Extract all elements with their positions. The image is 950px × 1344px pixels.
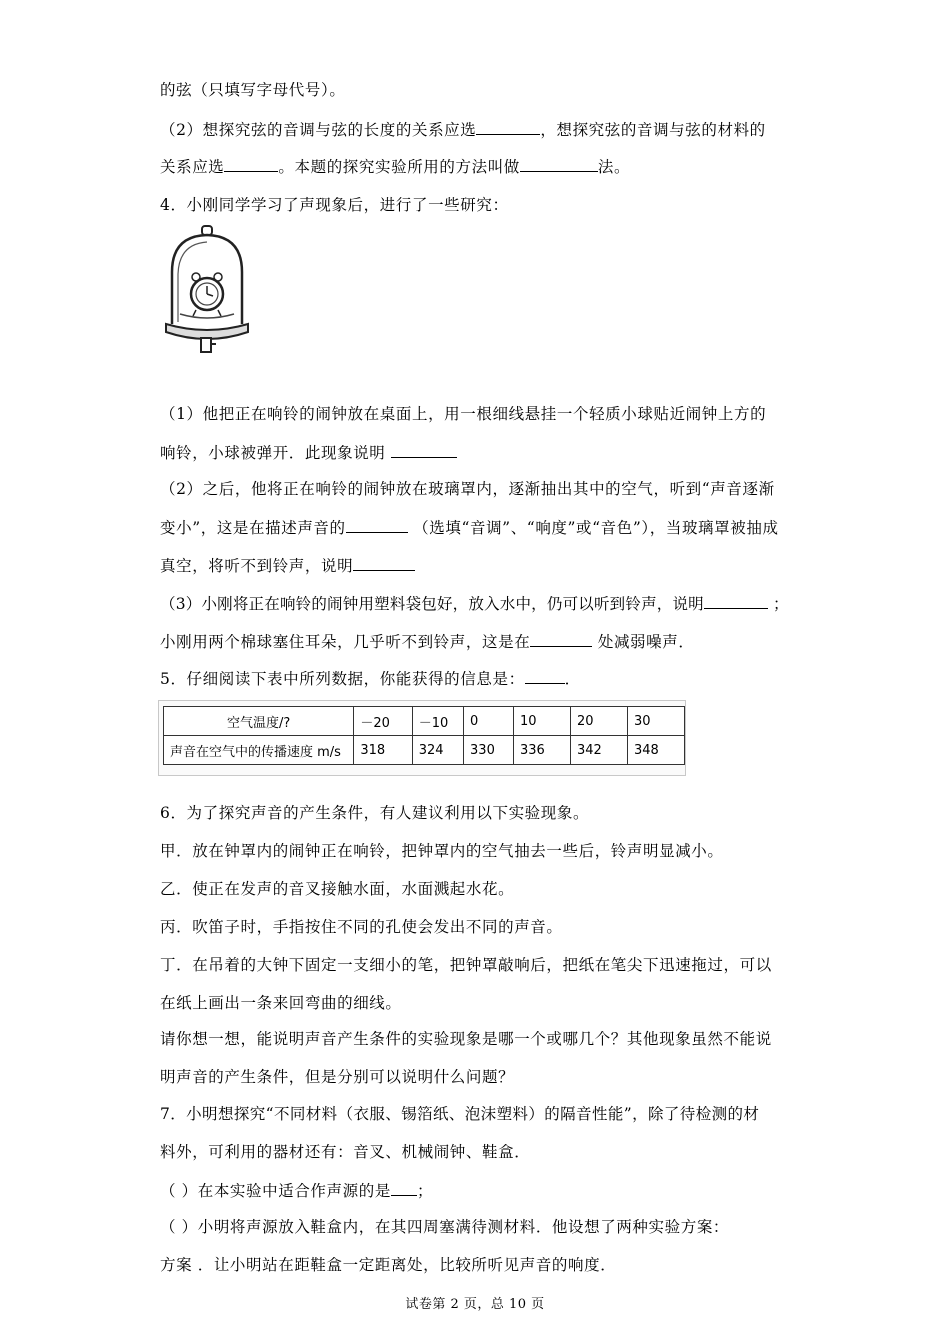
question-7-2-line: （ ）小明将声源放入鞋盒内，在其四周塞满待测材料．他设想了两种实验方案：: [160, 1218, 730, 1236]
text-line: 的弦（只填写字母代号）。: [160, 81, 346, 99]
question-4-title: 4．小刚同学学习了声现象后，进行了一些研究：: [160, 196, 509, 214]
table-cell: －10: [412, 707, 463, 736]
question-6-title: 6．为了探究声音的产生条件，有人建议利用以下实验现象。: [160, 804, 590, 822]
question-6-ask: 明声音的产生条件，但是分别可以说明什么问题？: [160, 1068, 515, 1086]
page-footer: 试卷第 2 页，总 10 页: [405, 1297, 545, 1312]
table-row: [164, 736, 685, 765]
bell-jar-alarm-clock-figure: [162, 224, 252, 364]
question-3-2-line: 关系应选 。本题的探究实验所用的方法叫做 法。: [160, 158, 631, 176]
question-4-2-line: 真空，将听不到铃声，说明: [160, 555, 415, 576]
question-6-option-ding: 丁．在吊着的大钟下固定一支细小的笔，把钟罩敲响后，把纸在笔尖下迅速拖过，可以: [160, 956, 772, 974]
question-7-plan-line: 方案 ．让小明站在距鞋盒一定距离处，比较所听见声音的响度．: [160, 1256, 617, 1274]
answer-blank[interactable]: [353, 555, 415, 571]
table-cell: 348: [627, 736, 684, 765]
question-6-option-yi: 乙．使正在发声的音叉接触水面，水面溅起水花。: [160, 880, 515, 898]
table-cell: 342: [570, 736, 627, 765]
table-row: [164, 707, 685, 736]
table-cell: 330: [464, 736, 514, 765]
question-7-line: 料外，可利用的器材还有：音叉、机械闹钟、鞋盒．: [160, 1143, 531, 1161]
table-cell: 324: [412, 736, 463, 765]
question-5-title: 5．仔细阅读下表中所列数据，你能获得的信息是： ．: [160, 670, 581, 688]
table-cell: 336: [513, 736, 570, 765]
answer-blank[interactable]: [525, 668, 565, 684]
question-4-3-line: （3）小刚将正在响铃的闹钟用塑料袋包好，放入水中，仍可以听到铃声，说明 ；: [160, 595, 789, 613]
table-header-cell: 声音在空气中的传播速度 m/s: [164, 736, 354, 765]
question-4-3-line: 小刚用两个棉球塞住耳朵，几乎听不到铃声，这是在 处减弱噪声．: [160, 633, 695, 651]
answer-blank[interactable]: [391, 442, 457, 458]
sound-speed-table-image: [158, 700, 686, 776]
question-6-ask: 请你想一想，能说明声音产生条件的实验现象是哪一个或哪几个？其他现象虽然不能说: [160, 1030, 772, 1048]
question-7-1-line: （ ）在本实验中适合作声源的是 ；: [160, 1182, 434, 1200]
question-6-option-bing: 丙．吹笛子时，手指按住不同的孔使会发出不同的声音。: [160, 918, 563, 936]
answer-blank[interactable]: [476, 119, 540, 135]
question-4-1-line: （1）他把正在响铃的闹钟放在桌面上，用一根细线悬挂一个轻质小球贴近闹钟上方的: [160, 405, 767, 423]
table-cell: 20: [570, 707, 627, 736]
question-4-2-line: （2）之后，他将正在响铃的闹钟放在玻璃罩内，逐渐抽出其中的空气，听到“声音逐渐: [160, 480, 775, 498]
question-6-option-ding: 在纸上画出一条来回弯曲的细线。: [160, 994, 402, 1012]
table-cell: 10: [513, 707, 570, 736]
answer-blank[interactable]: [530, 631, 592, 647]
answer-blank[interactable]: [346, 517, 408, 533]
sound-speed-table: [163, 706, 685, 765]
table-cell: 318: [354, 736, 412, 765]
answer-blank[interactable]: [704, 593, 768, 609]
table-cell: 30: [627, 707, 684, 736]
question-4-2-line: 变小”，这是在描述声音的 （选填“音调”、“响度”或“音色”），当玻璃罩被抽成: [160, 519, 779, 537]
question-6-option-jia: 甲．放在钟罩内的闹钟正在响铃，把钟罩内的空气抽去一些后，铃声明显减小。: [160, 842, 724, 860]
question-3-2-line: （2）想探究弦的音调与弦的长度的关系应选 ，想探究弦的音调与弦的材料的: [160, 121, 766, 139]
answer-blank[interactable]: [391, 1180, 417, 1196]
question-7-title: 7．小明想探究“不同材料（衣服、锡箔纸、泡沫塑料）的隔音性能”，除了待检测的材: [160, 1105, 760, 1123]
question-4-1-line: 响铃，小球被弹开．此现象说明: [160, 442, 457, 463]
answer-blank[interactable]: [520, 156, 598, 172]
table-cell: －20: [354, 707, 412, 736]
table-header-cell: 空气温度/?: [164, 707, 354, 736]
table-cell: 0: [464, 707, 514, 736]
answer-blank[interactable]: [224, 156, 278, 172]
